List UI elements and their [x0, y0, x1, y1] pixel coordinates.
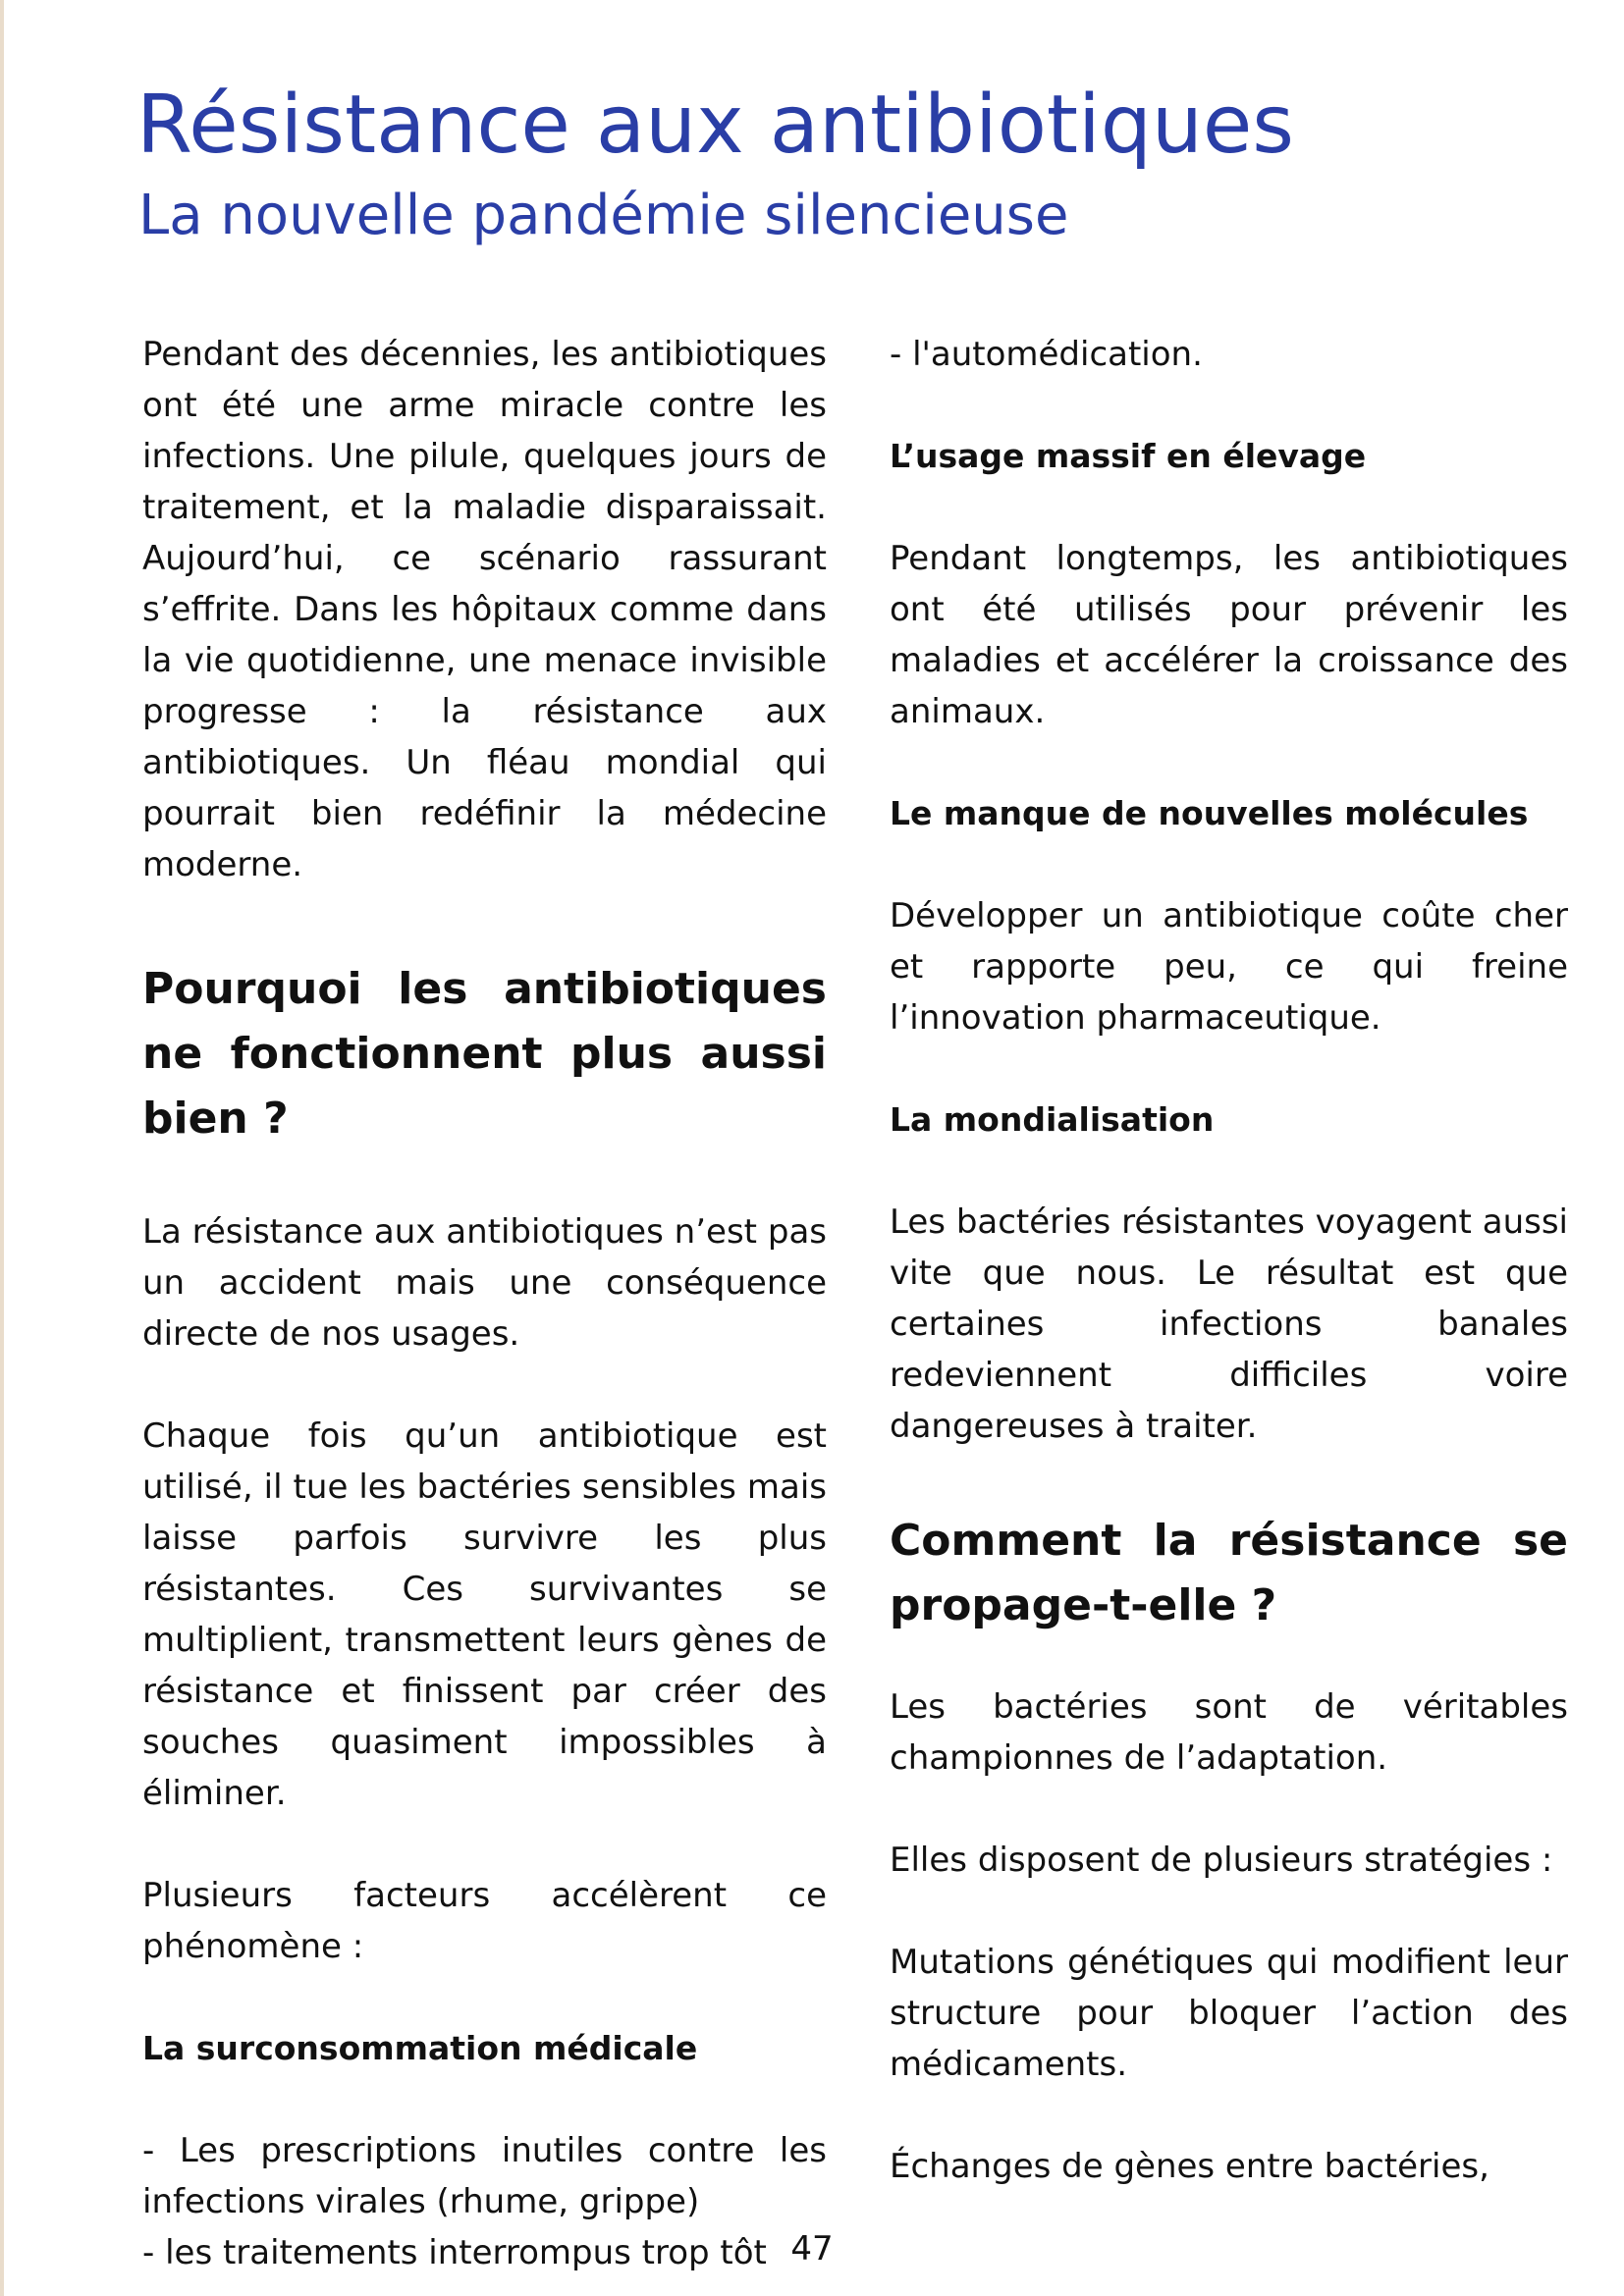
subheading-surconsommation: La surconsommation médicale — [142, 2029, 698, 2067]
right-column — [890, 329, 1568, 2192]
paragraph-championnes: Les bactéries sont de véritables championnes de l’adaptation. — [890, 1687, 1568, 1778]
paragraph-mutations: Mutations génétiques qui modifient leur structure pour bloquer l’action des médicaments. — [890, 1943, 1568, 2084]
paragraph-facteurs: Plusieurs facteurs accélèrent ce phénomène : — [142, 1876, 827, 1966]
article-title: Résistance aux antibiotiques — [136, 79, 1295, 172]
page-number: 47 — [790, 2229, 834, 2269]
paragraph-mondialisation: Les bactéries résistantes voyagent aussi vite que nous. Le résultat est que certaines infections banales redeviennent difficiles voire dangereuses à traiter. — [890, 1202, 1568, 1446]
page-edge — [0, 0, 4, 2296]
section-heading-why: Pourquoi les antibiotiques ne fonctionnent plus aussi bien ? — [142, 964, 827, 1144]
paragraph-molecules: Développer un antibiotique coûte cher et rapporte peu, ce qui freine l’innovation pharmaceutique. — [890, 896, 1568, 1038]
subheading-elevage: L’usage massif en élevage — [890, 437, 1367, 475]
paragraph-strategies: Elles disposent de plusieurs stratégies : — [890, 1841, 1553, 1880]
paragraph-elevage: Pendant longtemps, les antibiotiques ont été utilisés pour prévenir les maladies et accélérer la croissance des animaux. — [890, 539, 1568, 731]
intro-paragraph: Pendant des décennies, les antibiotiques ont été une arme miracle contre les infections. Une pilule, quelques jours de traitement, et la maladie disparaissait. Aujourd’hui, ce scénario rassurant s’effrite. Dans les hôpitaux comme dans la vie quotidienne, une menace invisible progresse : la résistance aux antibiotiques. Un fléau mondial qui pourrait bien redéfinir la médecine moderne. — [142, 335, 827, 884]
article-subtitle: La nouvelle pandémie silencieuse — [138, 184, 1069, 247]
paragraph-echanges: Échanges de gènes entre bactéries, — [890, 2147, 1489, 2186]
bullet-automedication: - l'automédication. — [890, 335, 1203, 374]
paragraph-usage: La résistance aux antibiotiques n’est pas un accident mais une conséquence directe de nos usages. — [142, 1212, 827, 1354]
left-column — [142, 329, 827, 2278]
bullet-prescriptions: - Les prescriptions inutiles contre les infections virales (rhume, grippe) — [142, 2131, 827, 2221]
subheading-molecules: Le manque de nouvelles molécules — [890, 794, 1529, 832]
bullet-traitements: - les traitements interrompus trop tôt — [142, 2233, 767, 2272]
paragraph-chaque-fois: Chaque fois qu’un antibiotique est utilisé, il tue les bactéries sensibles mais laisse parfois survivre les plus résistantes. Ces survivantes se multiplient, transmettent leurs gènes de résistance et finissent par créer des souches quasiment impossibles à éliminer. — [142, 1416, 827, 1813]
subheading-mondialisation: La mondialisation — [890, 1100, 1215, 1139]
section-heading-propagation: Comment la résistance se propage-t-elle ? — [890, 1516, 1568, 1630]
